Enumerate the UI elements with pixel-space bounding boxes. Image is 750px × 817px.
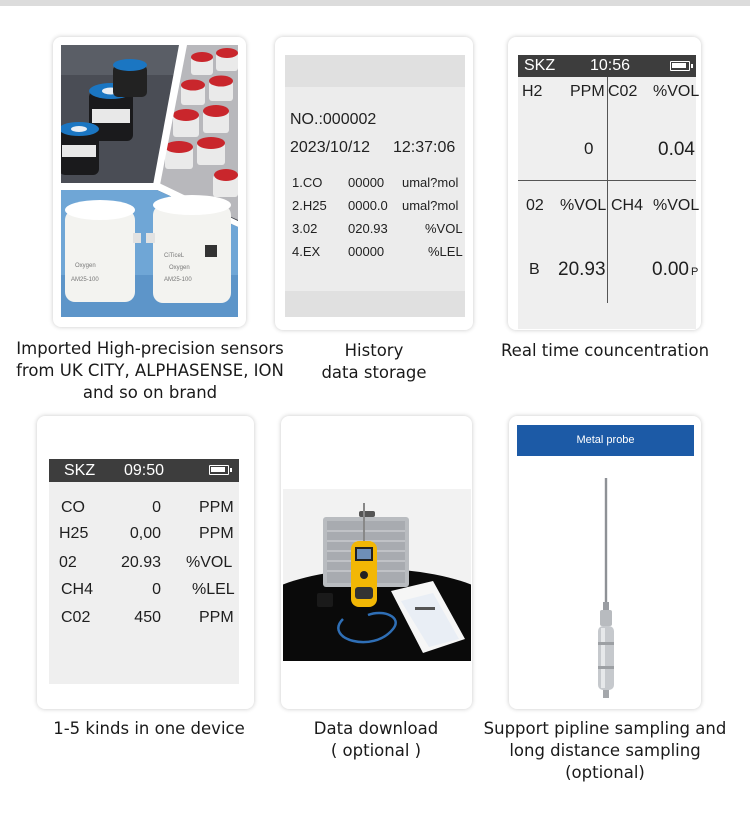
- metal-probe-icon: [509, 416, 701, 709]
- sensors-card: [53, 37, 246, 327]
- sensors-photo: [61, 45, 238, 317]
- caption-line: Data download: [313, 719, 439, 738]
- cell-value: 0.00: [652, 259, 689, 280]
- sensor-label-gas: Oxygen: [169, 265, 190, 271]
- history-gas-value: 00000: [348, 175, 385, 190]
- caption-line: History: [344, 341, 404, 360]
- sensor-label-model: AM25-100: [164, 277, 192, 283]
- battery-icon: [670, 61, 690, 71]
- horizontal-divider: [518, 180, 696, 181]
- cell-unit: %VOL: [653, 197, 700, 214]
- probe-card: [509, 416, 701, 709]
- gas-value: 0,00: [129, 525, 161, 542]
- marker-b: B: [529, 261, 540, 278]
- gas-name: 02: [59, 554, 77, 571]
- caption-probe: [470, 718, 740, 784]
- caption-line: Real time councentration: [500, 341, 710, 360]
- cell-gas: CH4: [611, 197, 644, 214]
- cell-gas: H2: [522, 83, 543, 100]
- record-date: 2023/10/12: [290, 139, 371, 156]
- gas-value: 20.93: [120, 554, 161, 571]
- gas-unit: PPM: [199, 609, 234, 626]
- gas-value: 450: [134, 609, 161, 626]
- screen-header: [518, 55, 696, 77]
- device-kit-photo: [283, 489, 471, 661]
- cell-unit: %VOL: [653, 83, 700, 100]
- gas-value: 0: [152, 581, 161, 598]
- history-gas-unit: %VOL: [425, 221, 463, 236]
- history-screen: [285, 55, 465, 317]
- sensor-label-model-left: AM25-100: [71, 277, 99, 283]
- caption-line: Imported High-precision sensors: [16, 339, 284, 358]
- clock-label: 09:50: [124, 462, 165, 479]
- caption-sensors: [0, 338, 300, 404]
- vertical-divider: [607, 77, 608, 303]
- caption-line: and so on brand: [82, 383, 218, 402]
- gas-name: H25: [59, 525, 89, 542]
- history-gas-name: 2.H25: [292, 198, 327, 213]
- history-gas-value: 00000: [348, 244, 385, 259]
- download-card: [281, 416, 472, 709]
- cell-gas: 02: [526, 197, 544, 214]
- gas-value: 0: [152, 499, 161, 516]
- history-gas-name: 4.EX: [292, 244, 321, 259]
- top-strip: [0, 0, 750, 6]
- brand-label: SKZ: [64, 462, 96, 479]
- brand-label: SKZ: [524, 57, 556, 74]
- caption-line: long distance sampling: [509, 741, 701, 760]
- gas-unit: %LEL: [192, 581, 235, 598]
- history-card: [275, 37, 473, 330]
- realtime-screen: [518, 55, 700, 329]
- cell-unit: %VOL: [560, 197, 607, 214]
- cell-value: 20.93: [558, 259, 606, 280]
- screen-header: [49, 459, 239, 482]
- caption-realtime: [485, 340, 725, 362]
- clock-label: 10:56: [590, 57, 631, 74]
- sensor-label-brand: CiTiceL: [164, 253, 185, 259]
- qr-code: [205, 245, 217, 257]
- device-kit-illustration: [283, 489, 471, 661]
- sensors-illustration: [61, 45, 238, 317]
- sensor-label-gas-left: Oxygen: [75, 263, 96, 269]
- cell-value: 0: [584, 139, 594, 158]
- history-gas-unit: %LEL: [428, 244, 463, 259]
- record-number: NO.:000002: [290, 111, 377, 128]
- gas-name: CO: [61, 499, 85, 516]
- history-gas-value: 0000.0: [348, 198, 388, 213]
- cell-value: 0.04: [658, 139, 695, 160]
- caption-line: 1-5 kinds in one device: [53, 719, 245, 738]
- marker-p: P: [691, 266, 699, 278]
- history-gas-unit: umal?mol: [402, 198, 459, 213]
- history-gas-unit: umal?mol: [402, 175, 459, 190]
- history-gas-name: 3.02: [292, 221, 318, 236]
- cell-unit: PPM: [570, 83, 605, 100]
- caption-line: (optional): [565, 763, 645, 782]
- history-gas-name: 1.CO: [292, 175, 323, 190]
- citicel-sensor-left: [65, 200, 141, 302]
- gas-unit: PPM: [199, 499, 234, 516]
- caption-history: [274, 340, 474, 384]
- probe-title: Metal probe: [517, 425, 694, 456]
- caption-line: data storage: [321, 363, 427, 382]
- history-gas-value: 020.93: [348, 221, 388, 236]
- charger: [317, 593, 333, 607]
- caption-line: ( optional ): [330, 741, 422, 760]
- caption-line: Support pipline sampling and: [483, 719, 727, 738]
- gas-unit: %VOL: [186, 554, 233, 571]
- gas-name: CH4: [61, 581, 94, 598]
- multigas-card: [37, 416, 254, 709]
- caption-multi: [20, 718, 278, 740]
- record-time: 12:37:06: [393, 139, 456, 156]
- citicel-sensor-right: [146, 195, 231, 303]
- battery-icon: [209, 465, 229, 475]
- realtime-card: [508, 37, 701, 330]
- caption-download: [276, 718, 476, 762]
- caption-line: from UK CITY, ALPHASENSE, ION: [16, 361, 284, 380]
- gas-unit: PPM: [199, 525, 234, 542]
- gas-name: C02: [61, 609, 91, 626]
- cell-gas: C02: [608, 83, 638, 100]
- multigas-screen: [49, 459, 239, 684]
